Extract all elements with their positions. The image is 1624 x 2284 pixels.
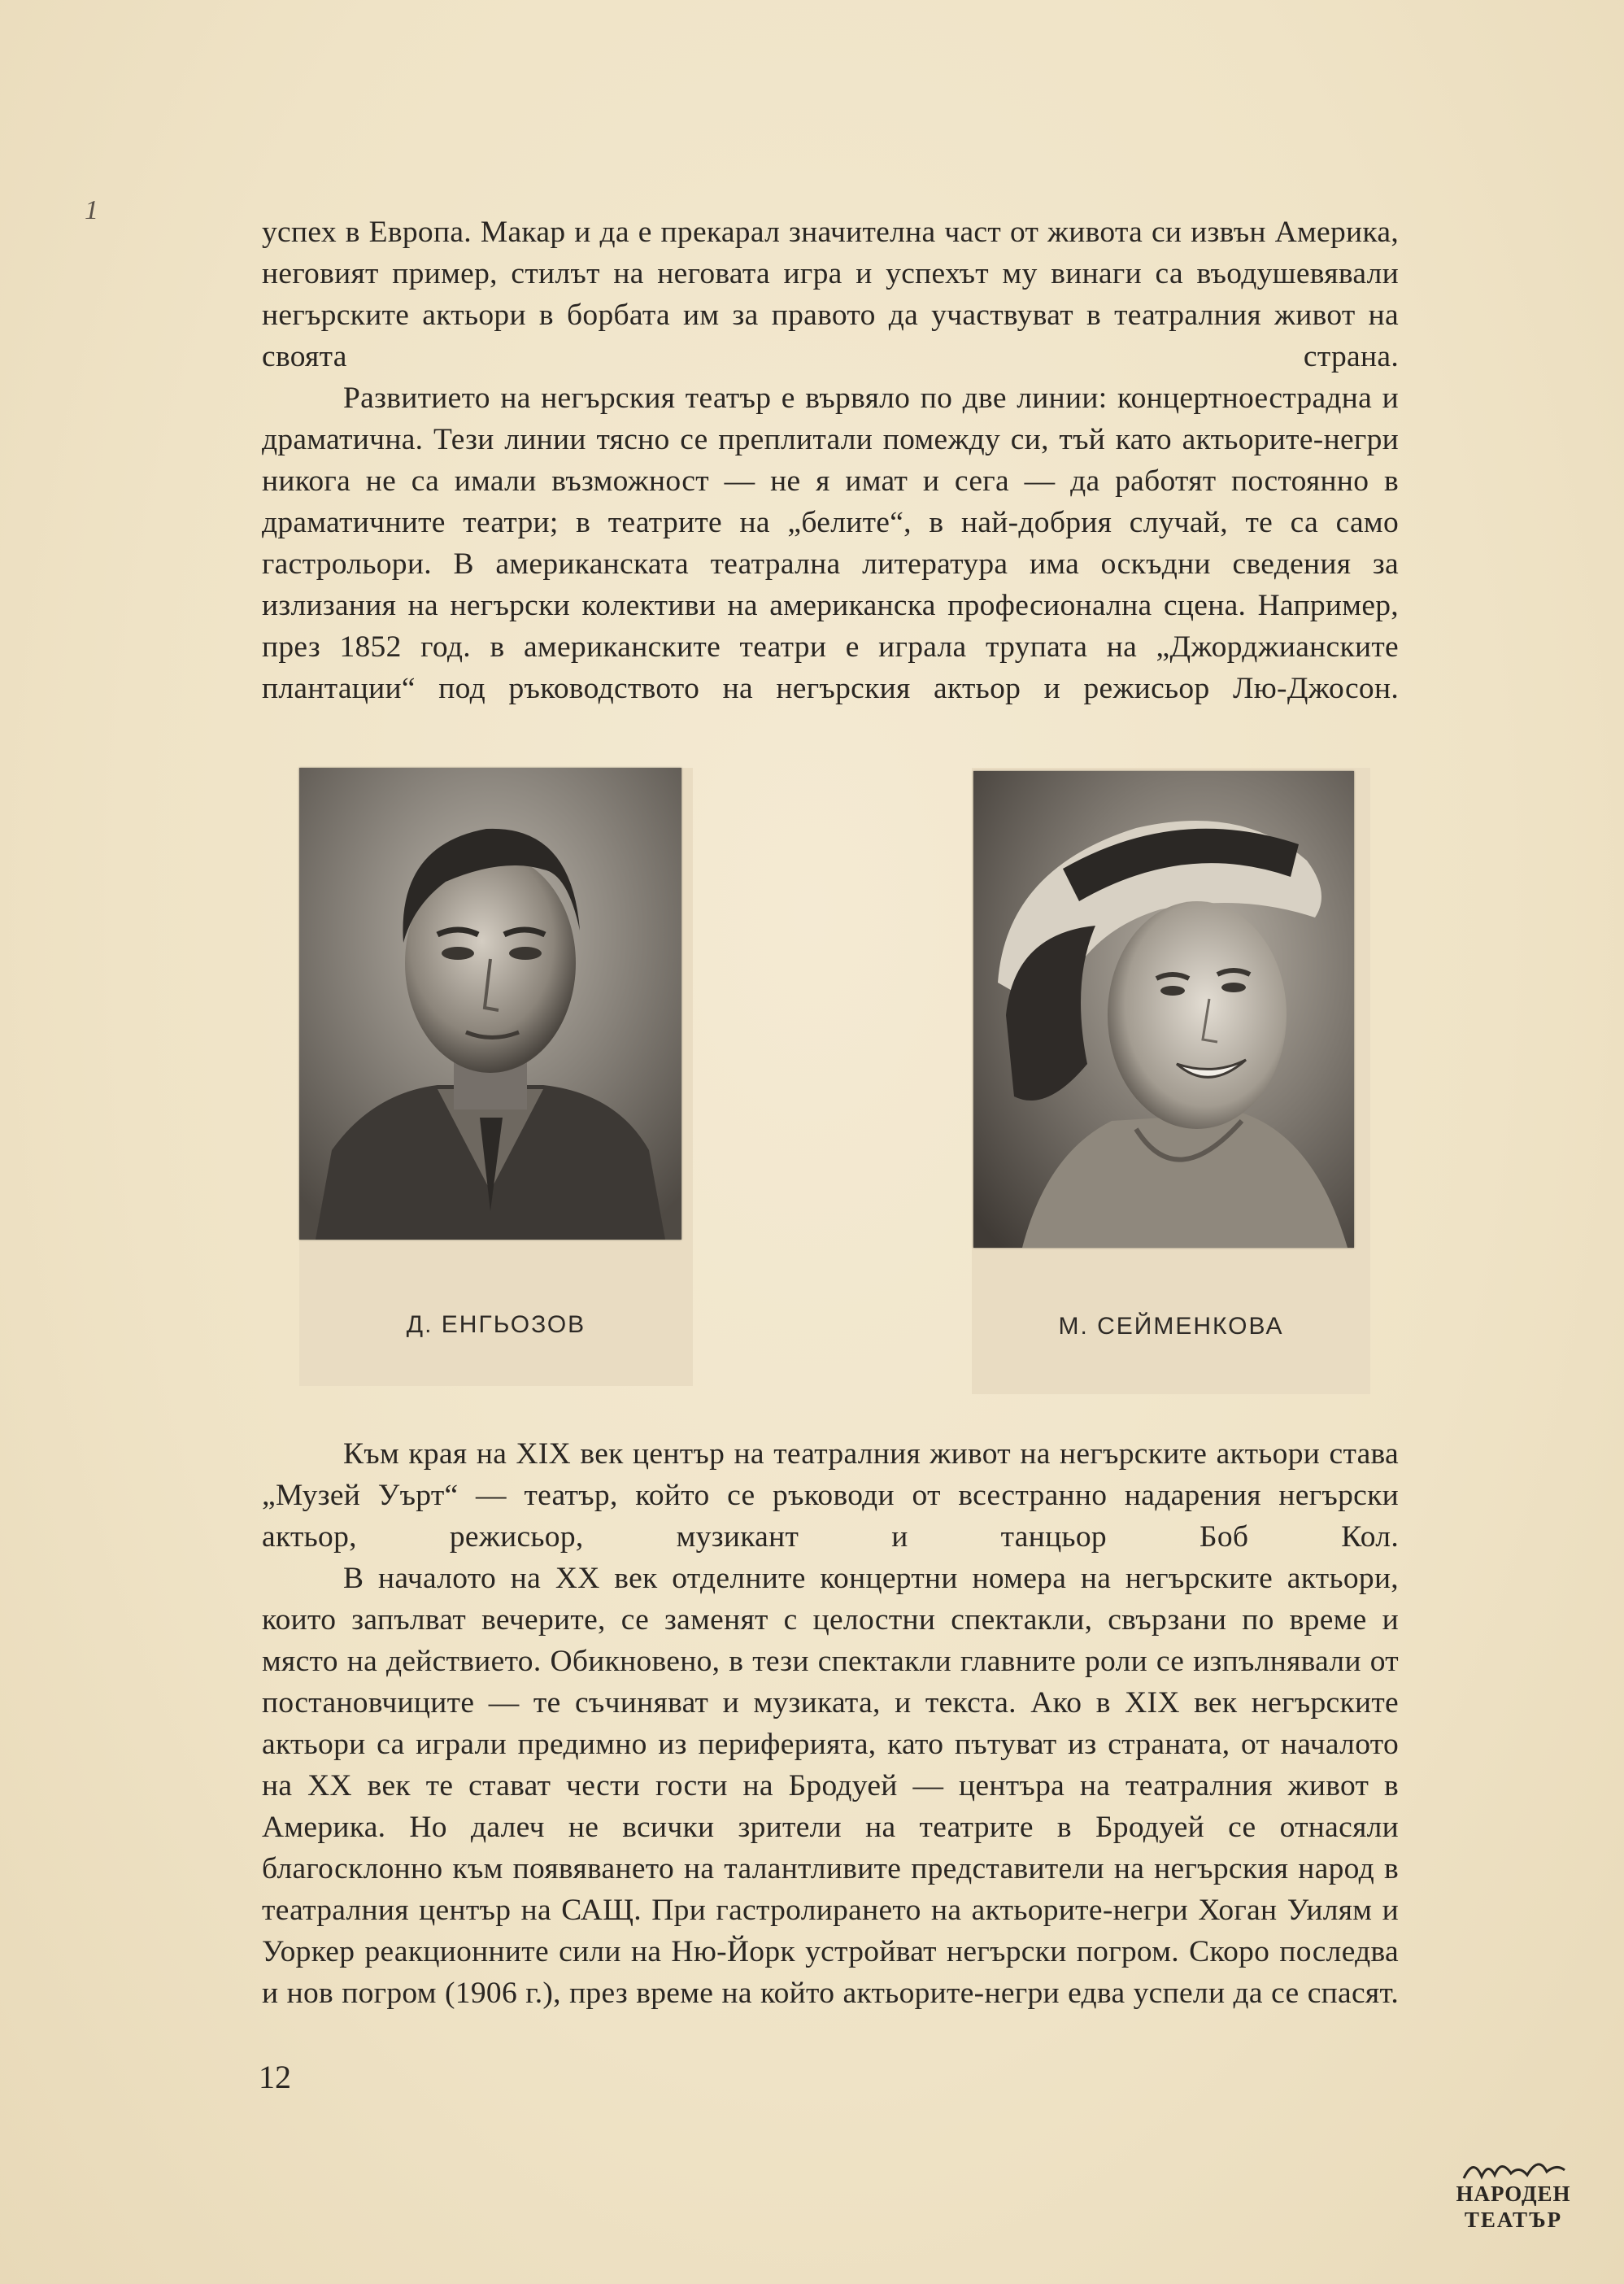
bottom-text-block: [262, 1433, 1399, 2014]
photo-card-right: [972, 768, 1370, 1394]
portrait-man-photo: [299, 768, 681, 1240]
paragraph: Към края на XIX век център на театралния живот на негърските актьори става „Музей Уърт“ — театър, който се ръководи от всестранно надарения негърски актьор, режисьор, музикант и танцьор Боб Кол.: [262, 1437, 1399, 1554]
photo-card-left: [299, 768, 693, 1386]
paragraph: успех в Европа. Макар и да е прекарал значителна част от живота си извън Америка, неговият пример, стилът на неговата игра и успехът му винаги са въодушевявали негърските актьори в борбата им за правото да участвуват в театралния живот на своята страна.: [262, 216, 1399, 373]
page-number: 12: [259, 2059, 291, 2095]
margin-mark: 1: [85, 195, 98, 225]
top-text-block: [262, 211, 1399, 709]
stamp-line-2: ТЕАТЪР: [1464, 2208, 1563, 2232]
stamp-line-1: НАРОДЕН: [1456, 2182, 1571, 2206]
paragraph: Развитието на негърския театър е вървяло по две линии: концертноестрадна и драматична. Тези линии тясно се преплитали помежду си, тъй като актьорите-негри никога не са имали възможност — не я имат и сега — да работят постоянно в драматичните театри; в театрите на „белите“, в най-добрия случай, те са само гастрольори. В американската театрална литература има оскъдни сведения за излизания на негърски колективи на американска професионална сцена. Например, през 1852 год. в американските театри е играла трупата на „Джорджианските плантации“ под ръководството на негърския актьор и режисьор Лю-Джосон.: [262, 381, 1399, 705]
paragraph: В началото на XX век отделните концертни номера на негърските актьори, които запълват вечерите, се заменят с целостни спектакли, свързани по време и място на действието. Обикновено, в тези спектакли главните роли се изпълнявали от постановчиците — те съчиняват и музиката, и текста. Ако в XIX век негърските актьори са играли предимно из периферията, като пътуват из страната, от началото на XX век те стават чести гости на Бродуей — центъра на театралния живот в Америка. Но далеч не всички зрители на театрите в Бродуей се отнасяли благосклонно към появяването на талантливите представители на негърския народ в театралния център на САЩ. При гастролирането на актьорите-негри Хоган Уилям и Уоркер реакционните сили на Ню-Йорк устройват негърски погром. Скоро последва и нов погром (1906 г.), през време на който актьорите-негри едва успели да се спасят.: [262, 1562, 1399, 2010]
portrait-woman-photo: [973, 771, 1354, 1248]
portrait-caption-right: М. СЕЙМЕНКОВА: [1058, 1313, 1284, 1340]
library-stamp: [1449, 2154, 1578, 2238]
portrait-caption-left: Д. ЕНГЬОЗОВ: [406, 1311, 586, 1338]
